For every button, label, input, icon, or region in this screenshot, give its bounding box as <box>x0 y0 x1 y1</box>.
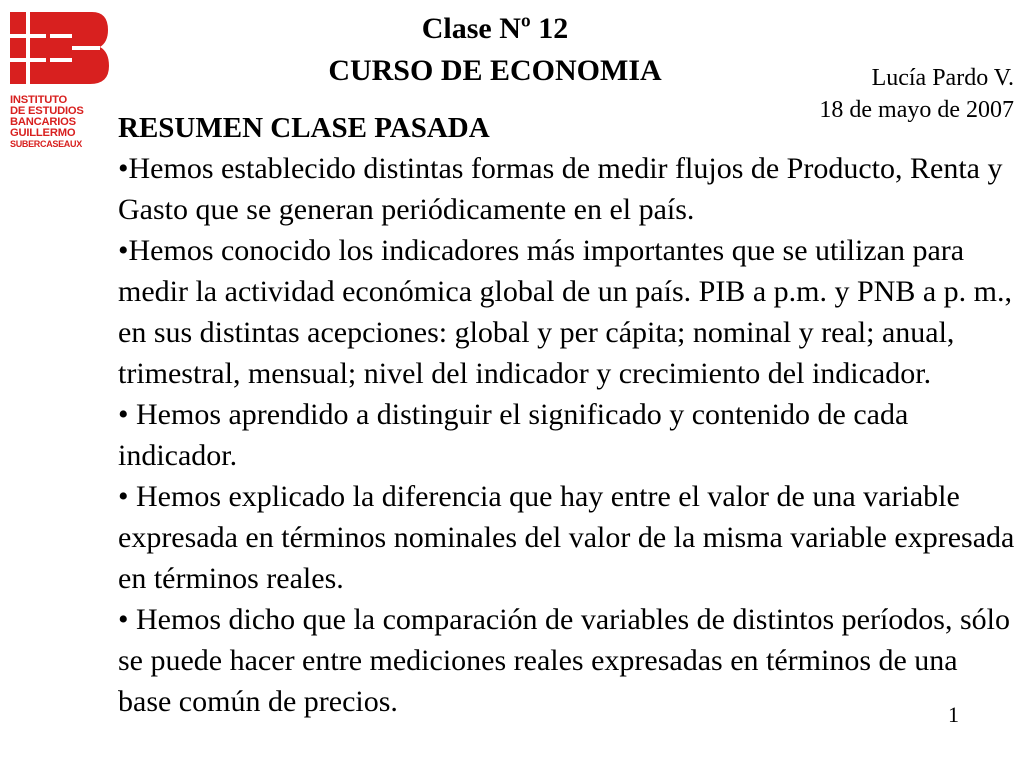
logo-line-bancarios: BANCARIOS <box>10 116 76 128</box>
slide-number: 1 <box>948 702 959 727</box>
section-heading: RESUMEN CLASE PASADA <box>118 112 490 144</box>
author-name: Lucía Pardo V. <box>871 65 1014 91</box>
bullet-item: •Hemos conocido los indicadores más importantes que se utilizan para medir la actividad económica global de un país. PIB a p.m. y PNB a p. m., en sus distintas acepciones: global y per cápita; nominal y real; anual, trimestral, mensual; nivel del indicador y crecimiento del indicador. <box>118 234 1012 390</box>
logo-line-de-estudios: DE ESTUDIOS <box>10 105 84 117</box>
presentation-date: 18 de mayo de 2007 <box>819 97 1014 123</box>
logo-line-guillermo: GUILLERMO <box>10 127 76 139</box>
logo-line-instituto: INSTITUTO <box>10 94 68 106</box>
bullet-item: • Hemos dicho que la comparación de variables de distintos períodos, sólo se puede hacer entre mediciones reales expresadas en términos de una base común de precios. <box>118 603 1010 718</box>
institute-logo <box>10 12 110 162</box>
slide-title <box>300 8 690 92</box>
bullet-item: • Hemos explicado la diferencia que hay entre el valor de una variable expresada en términos nominales del valor de la misma variable expresada en términos reales. <box>118 480 1015 595</box>
logo-line-subercaseaux: SUBERCASEAUX <box>10 139 82 149</box>
logo-text <box>10 95 110 150</box>
bullet-item: • Hemos aprendido a distinguir el significado y contenido de cada indicador. <box>118 398 909 472</box>
title-class-number: Clase Nº 12 <box>421 12 569 45</box>
logo-mark-icon <box>10 12 110 87</box>
slide-content <box>118 108 1018 722</box>
bullet-item: •Hemos establecido distintas formas de medir flujos de Producto, Renta y Gasto que se generan periódicamente en el país. <box>118 152 1003 226</box>
title-course-name: CURSO DE ECONOMIA <box>328 54 662 87</box>
